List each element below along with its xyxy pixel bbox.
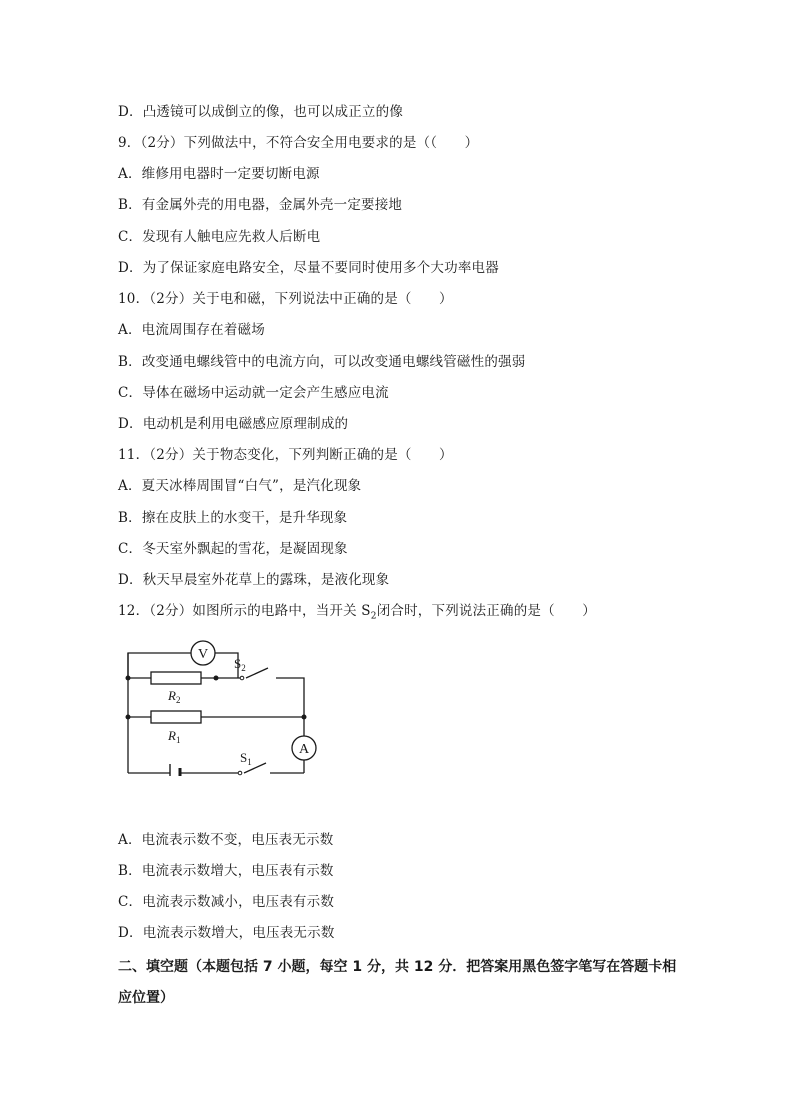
r2-label: $R_2$ bbox=[168, 688, 181, 705]
section-title: 二、填空题（本题包括 7 小题，每空 1 分，共 12 分．把答案用黑色签字笔写在答题卡相应位置） bbox=[118, 959, 677, 1006]
switch-s2 bbox=[246, 668, 304, 717]
battery-symbol bbox=[170, 764, 180, 776]
q12-option-c: C．电流表示数减小，电压表有示数 bbox=[118, 894, 335, 910]
q11-option-d: D．秋天早晨室外花草上的露珠，是液化现象 bbox=[118, 572, 390, 588]
voltmeter-branch-wire bbox=[128, 653, 238, 678]
voltmeter-label: V bbox=[197, 647, 209, 662]
q9-option-d: D．为了保证家庭电路安全，尽量不要同时使用多个大功率电器 bbox=[118, 260, 499, 276]
r1-label: $R_1$ bbox=[168, 728, 181, 745]
ammeter-label: A bbox=[298, 742, 310, 757]
resistor-r2 bbox=[151, 672, 201, 684]
question-11-stem: 11．（2分）关于物态变化，下列判断正确的是（ ） bbox=[118, 447, 453, 463]
q12-option-d: D．电流表示数增大，电压表无示数 bbox=[118, 925, 335, 941]
q10-option-c: C．导体在磁场中运动就一定会产生感应电流 bbox=[118, 385, 389, 401]
q11-option-b: B．擦在皮肤上的水变干，是升华现象 bbox=[118, 510, 348, 526]
q11-option-c: C．冬天室外飘起的雪花，是凝固现象 bbox=[118, 541, 348, 557]
q10-option-b: B．改变通电螺线管中的电流方向，可以改变通电螺线管磁性的强弱 bbox=[118, 354, 526, 370]
q10-option-a: A．电流周围存在着磁场 bbox=[118, 322, 265, 338]
q10-option-d: D．电动机是利用电磁感应原理制成的 bbox=[118, 416, 349, 432]
line-q8-option-d: D．凸透镜可以成倒立的像，也可以成正立的像 bbox=[118, 104, 404, 120]
question-10-stem: 10．（2分）关于电和磁，下列说法中正确的是（ ） bbox=[118, 291, 453, 307]
resistor-r1 bbox=[151, 711, 201, 723]
q12-option-a: A．电流表示数不变，电压表无示数 bbox=[118, 832, 334, 848]
q11-option-a: A．夏天冰棒周围冒“白气”，是汽化现象 bbox=[118, 478, 362, 494]
q12-option-b: B．电流表示数增大，电压表有示数 bbox=[118, 863, 334, 879]
q9-option-b: B．有金属外壳的用电器，金属外壳一定要接地 bbox=[118, 197, 403, 213]
q9-option-a: A．维修用电器时一定要切断电源 bbox=[118, 166, 320, 182]
s2-label: $S_2$ bbox=[234, 656, 246, 673]
circuit-diagram bbox=[118, 636, 318, 776]
question-9-stem: 9．（2分）下列做法中，不符合安全用电要求的是（（ ） bbox=[118, 135, 479, 151]
q9-option-c: C．发现有人触电应先救人后断电 bbox=[118, 229, 321, 245]
question-12-stem: 12．（2分）如图所示的电路中，当开关 $S_2$闭合时，下列说法正确的是（ ） bbox=[118, 603, 596, 622]
s1-label: $S_1$ bbox=[240, 750, 252, 767]
